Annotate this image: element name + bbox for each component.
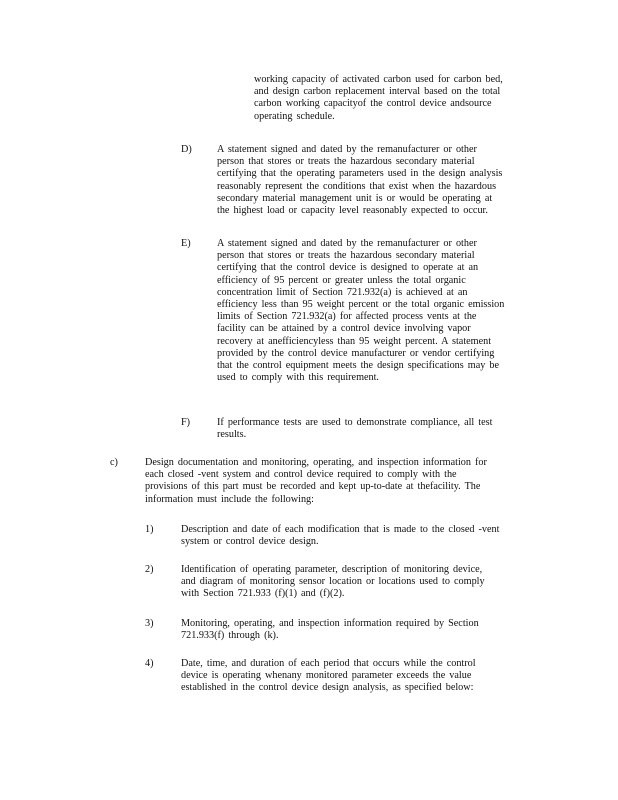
item-4-paragraph: Date, time, and duration of each period that occurs while the control device is operating whenany monitored parameter exceeds the value established in the control device design analysis, as specified below:	[181, 658, 476, 694]
item-1-marker: 1)	[145, 524, 154, 535]
item-d-paragraph: A statement signed and dated by the remanufacturer or other person that stores or treats the hazardous secondary material certifying that the operating parameters used in the design analysis reasonably represent the conditions that exist when the hazardous secondary material management unit is or would be operating at the highest load or capacity level reasonably expected to occur.	[217, 144, 503, 217]
item-4-marker: 4)	[145, 658, 154, 669]
item-d-marker: D)	[181, 144, 192, 155]
item-e-marker: E)	[181, 238, 191, 249]
item-f-paragraph: If performance tests are used to demonstrate compliance, all test results.	[217, 417, 493, 441]
section-c-paragraph: Design documentation and monitoring, operating, and inspection information for each closed -vent system and control device required to comply with the provisions of this part must be recorded and kept up-to-date at thefacility. The information must include the following:	[145, 457, 487, 505]
item-e-paragraph: A statement signed and dated by the remanufacturer or other person that stores or treats the hazardous secondary material certifying that the control device is designed to operate at an efficiency of 95 percent or greater unless the total organic concentration limit of Section 721.932(a) is achieved at an efficiency less than 95 weight percent or the total organic emission limits of Section 721.932(a) for affected process vents at the facility can be attained by a control device involving vapor recovery at anefficiencyless than 95 weight percent. A statement provided by the control device manufacturer or vendor certifying that the control equipment meets the design specifications may be used to comply with this requirement.	[217, 238, 505, 384]
item-1-paragraph: Description and date of each modification that is made to the closed -vent system or control device design.	[181, 524, 500, 548]
item-3-marker: 3)	[145, 618, 154, 629]
section-c-marker: c)	[110, 457, 118, 468]
intro-continuation-paragraph: working capacity of activated carbon used for carbon bed, and design carbon replacement interval based on the total carbon working capacityof the control device andsource operating schedule.	[254, 74, 503, 122]
item-2-marker: 2)	[145, 564, 154, 575]
item-3-paragraph: Monitoring, operating, and inspection information required by Section 721.933(f) through (k).	[181, 618, 479, 642]
item-f-marker: F)	[181, 417, 191, 428]
item-2-paragraph: Identification of operating parameter, description of monitoring device, and diagram of monitoring sensor location or locations used to comply with Section 721.933 (f)(1) and (f)(2).	[181, 564, 485, 600]
